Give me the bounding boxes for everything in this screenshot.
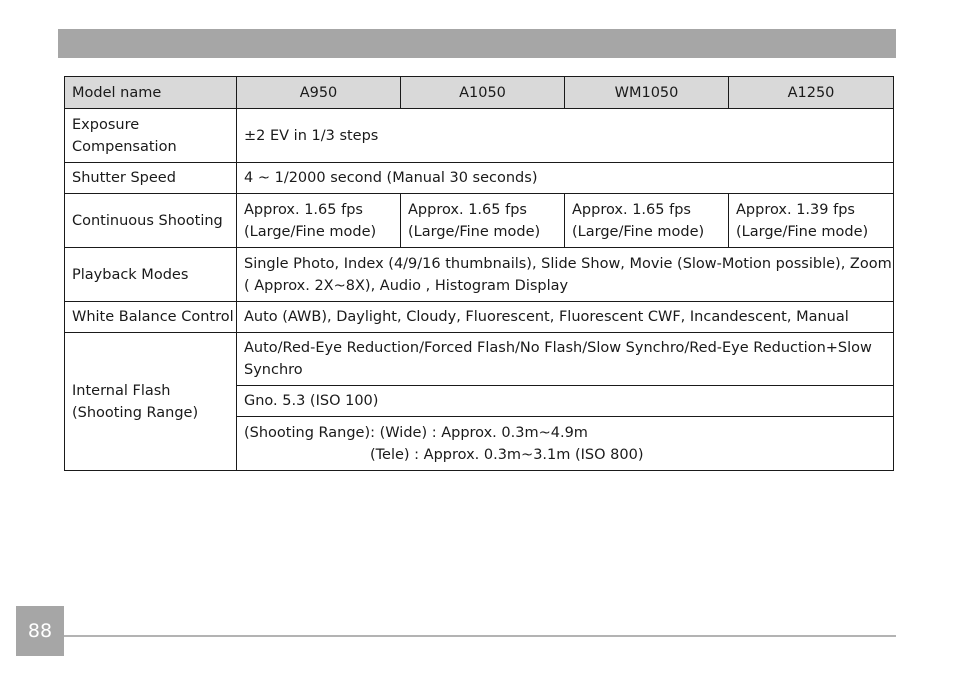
table-header-row [65,77,894,109]
row-label-shutter: Shutter Speed [65,163,237,194]
value-exposure: ±2 EV in 1/3 steps [237,109,894,163]
row-label-continuous: Continuous Shooting [65,194,237,248]
fps-text: Approx. 1.65 fps [572,201,691,218]
value-continuous-a950 [237,194,401,248]
row-label-playback: Playback Modes [65,248,237,302]
model-a950: A950 [237,77,401,109]
flash-label-line-2: (Shooting Range) [72,404,199,421]
row-label-flash [65,333,237,471]
fps-text: Approx. 1.65 fps [244,201,363,218]
table-row [65,248,894,302]
flash-range-tele: (Tele) : Approx. 0.3m~3.1m (ISO 800) [370,446,644,463]
mode-text: (Large/Fine mode) [572,223,705,240]
row-label-white-balance: White Balance Control [65,302,237,333]
value-flash-modes [237,333,894,386]
fps-text: Approx. 1.39 fps [736,201,855,218]
row-label-exposure: Exposure Compensation [65,109,237,163]
page-number: 88 [16,606,64,656]
value-continuous-wm1050 [565,194,729,248]
table-row [65,194,894,248]
flash-label-line-1: Internal Flash [72,382,171,399]
mode-text: (Large/Fine mode) [244,223,377,240]
value-continuous-a1250 [729,194,894,248]
value-flash-range [237,417,894,471]
flash-modes-line-1: Auto/Red-Eye Reduction/Forced Flash/No Flash/Slow Synchro/Red-Eye Reduction+Slow [244,340,872,356]
model-a1250: A1250 [729,77,894,109]
header-bar [58,29,896,58]
mode-text: (Large/Fine mode) [736,223,869,240]
mode-text: (Large/Fine mode) [408,223,541,240]
model-wm1050: WM1050 [565,77,729,109]
playback-line-1: Single Photo, Index (4/9/16 thumbnails), Slide Show, Movie (Slow-Motion possible), Zoom [244,255,892,272]
fps-text: Approx. 1.65 fps [408,201,527,218]
spec-table [64,76,894,471]
footer-divider [64,635,896,637]
value-flash-guide-number: Gno. 5.3 (ISO 100) [237,386,894,417]
table-row [65,163,894,194]
flash-range-wide: (Shooting Range): (Wide) : Approx. 0.3m~4.9m [244,424,588,441]
header-label: Model name [65,77,237,109]
value-playback [237,248,894,302]
table-row [65,109,894,163]
model-a1050: A1050 [401,77,565,109]
table-row [65,333,894,386]
value-white-balance: Auto (AWB), Daylight, Cloudy, Fluorescent, Fluorescent CWF, Incandescent, Manual [237,302,894,333]
playback-line-2: ( Approx. 2X~8X), Audio , Histogram Display [244,277,569,294]
value-continuous-a1050 [401,194,565,248]
value-shutter: 4 ~ 1/2000 second (Manual 30 seconds) [237,163,894,194]
table-row [65,302,894,333]
flash-modes-line-2: Synchro [244,362,303,378]
